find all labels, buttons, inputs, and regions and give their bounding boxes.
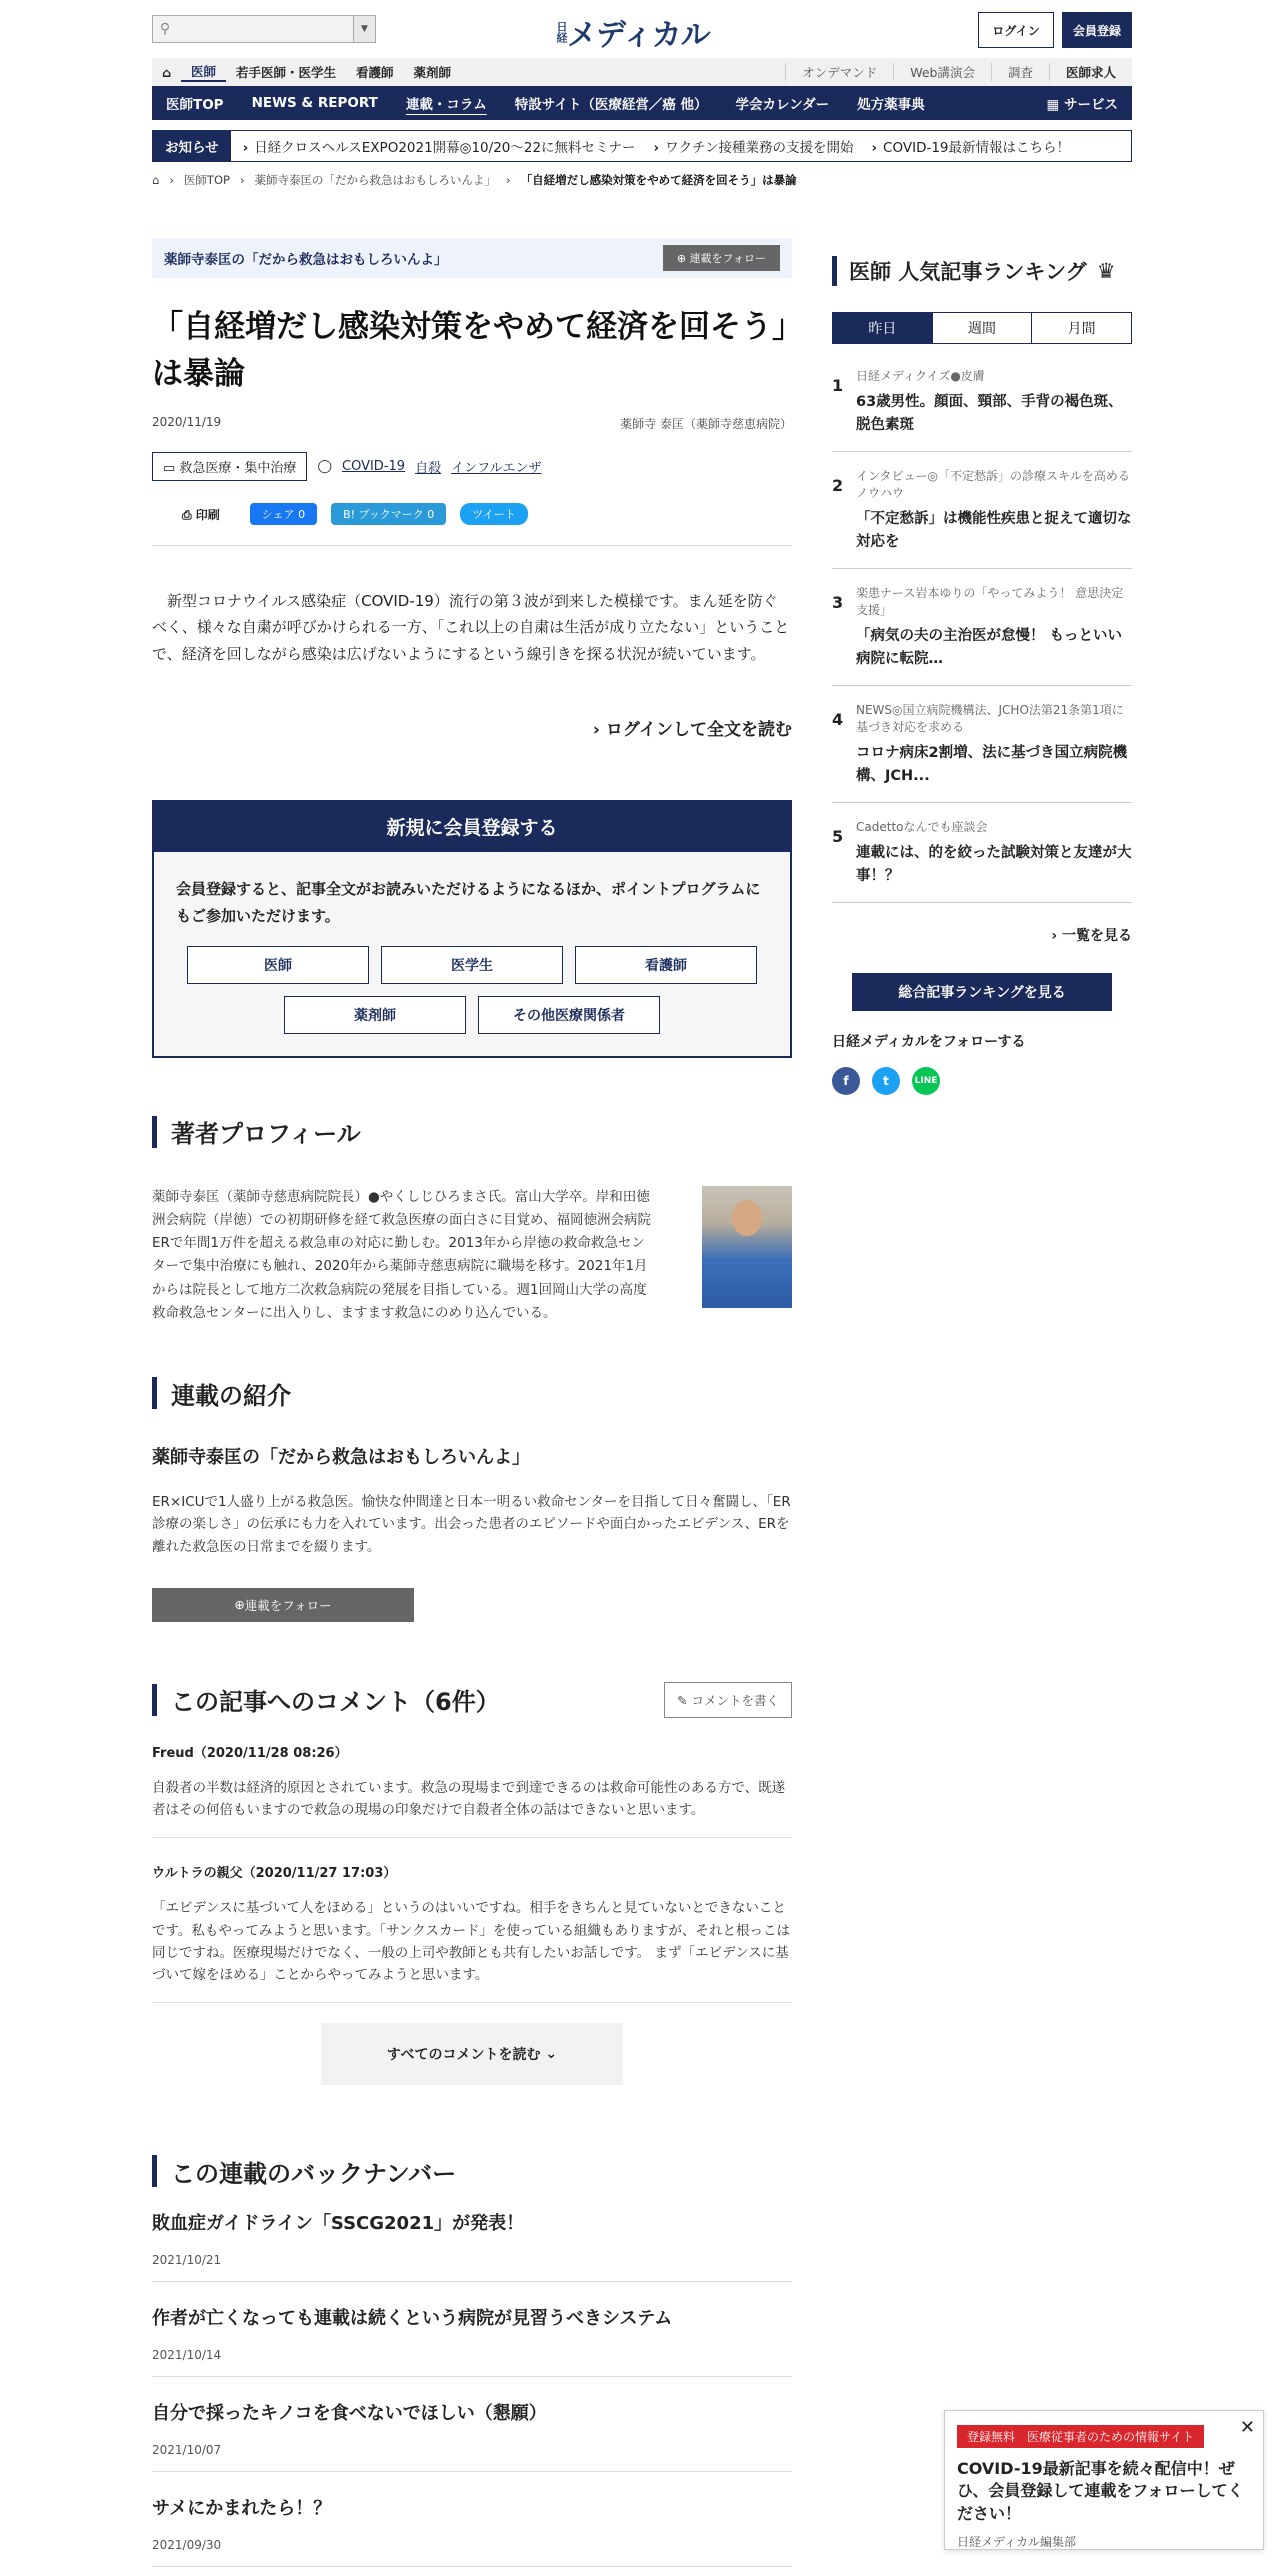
backnumber-title: 自分で採ったキノコを食べないでほしい（懇願）	[152, 2403, 547, 2425]
profile-heading: 著者プロフィール	[152, 1116, 792, 1148]
facebook-icon[interactable]: f	[832, 1067, 860, 1095]
backnumber-title: 敗血症ガイドライン「SSCG2021」が発表！	[152, 2213, 525, 2235]
search-box[interactable]	[152, 15, 376, 43]
tab-monthly[interactable]: 月間	[1031, 313, 1131, 343]
rank-category: 日経メディクイズ●皮膚	[856, 369, 985, 383]
logo-text: メディカル	[567, 18, 710, 53]
comment-item	[152, 1718, 792, 1839]
subnav-jobs[interactable]: 医師求人	[1049, 63, 1132, 81]
nav-drugs[interactable]: 処方薬事典	[857, 97, 925, 113]
ranking-item[interactable]	[832, 452, 1132, 569]
subnav-survey[interactable]: 調査	[991, 63, 1049, 81]
rank-number: 5	[832, 827, 844, 847]
ranking-more-label: 一覧を見る	[1062, 928, 1132, 945]
grid-icon: ▦	[1046, 97, 1064, 113]
nav-special[interactable]: 特設サイト（医療経営／癌 他）	[514, 97, 708, 113]
logo-small: 日経	[555, 21, 568, 43]
close-icon[interactable]: ✕	[1239, 2417, 1255, 2438]
tweet-button[interactable]: ツイート	[460, 503, 527, 525]
series-intro-text: ER×ICUで1人盛り上がる救急医。愉快な仲間達と日本一明るい救命センターを目指して日々奮闘し、「ER診療の楽しさ」の伝承にも力を入れています。出会った患者のエピソードや面白かったエビデンス、ERを離れた救急医の日常までを綴ります。	[152, 1494, 791, 1555]
tab-daily[interactable]: 昨日	[833, 313, 932, 343]
series-intro-section	[152, 1377, 792, 1622]
comment-author: Freud（2020/11/28 08:26）	[152, 1745, 348, 1761]
sidebar	[832, 238, 1132, 2567]
backnumber-item[interactable]	[152, 2377, 792, 2472]
overall-ranking-button[interactable]: 総合記事ランキングを見る	[852, 973, 1112, 1011]
follow-label: 連載をフォロー	[689, 252, 766, 265]
backnumber-section	[152, 2155, 792, 2567]
comment-text: 自殺者の半数は経済的原因とされています。救急の現場まで到達できるのは救命可能性のある方で、既遂者はその何倍もいますので救急の現場の印象だけで自殺者全体の話はできないと思います。	[152, 1779, 786, 1819]
rank-number: 1	[832, 376, 844, 395]
follow-popup	[944, 2410, 1264, 2550]
ranking-tabs	[832, 312, 1132, 344]
popup-badge: 登録無料 医療従事者のための情報サイト	[957, 2425, 1204, 2448]
ranking-more-link[interactable]: › 一覧を見る	[1051, 928, 1132, 945]
backnumber-item[interactable]	[152, 2472, 792, 2567]
twitter-icon[interactable]: t	[872, 1067, 900, 1095]
main-nav	[152, 86, 1132, 120]
backnumber-date: 2021/09/30	[152, 2538, 222, 2553]
ranking-title: 医師 人気記事ランキング	[849, 260, 1087, 284]
breadcrumb-current: 「自経増だし感染対策をやめて経済を回そう」は暴論	[520, 173, 797, 187]
subnav-ondemand[interactable]: オンデマンド	[785, 63, 893, 81]
plus-icon: ⊕	[234, 1597, 245, 1613]
tag-link[interactable]: COVID-19	[342, 459, 406, 474]
sns-links	[832, 1067, 1132, 1095]
article-meta	[152, 415, 792, 432]
nav-doctor-top[interactable]: 医師TOP	[166, 97, 224, 113]
edit-icon: ✎	[677, 1692, 692, 1708]
ranking-heading	[832, 256, 1132, 286]
subnav-item-doctor[interactable]: 医師	[181, 62, 226, 82]
backnumber-item[interactable]	[152, 2282, 792, 2377]
register-box-title: 新規に会員登録する	[154, 802, 790, 852]
tag-link[interactable]: 自殺	[415, 461, 442, 476]
popup-title[interactable]: COVID-19最新記事を続々配信中！ぜひ、会員登録して連載をフォローしてください！	[957, 2459, 1244, 2523]
home-icon[interactable]: ⌂	[162, 64, 171, 80]
series-intro-heading: 連載の紹介	[152, 1377, 792, 1409]
backnumber-date: 2021/10/14	[152, 2348, 222, 2363]
register-box	[152, 800, 792, 1058]
rank-category: インタビュー◎「不定愁訴」の診療スキルを高めるノウハウ	[856, 469, 1130, 500]
rank-title: 「病気の夫の主治医が怠慢！ もっといい病院に転院…	[856, 627, 1123, 667]
line-icon[interactable]: LINE	[912, 1067, 940, 1095]
rank-title: 連載には、的を絞った試験対策と友達が大事！？	[856, 844, 1132, 885]
notice-item[interactable]: › ワクチン接種業務の支援を開始	[642, 136, 860, 156]
profile-section	[152, 1116, 792, 1325]
subnav-item-nurse[interactable]: 看護師	[355, 65, 394, 80]
login-button[interactable]: ログイン	[978, 12, 1054, 48]
rank-number: 3	[832, 593, 844, 613]
follow-series-button[interactable]	[663, 245, 780, 271]
folder-icon: ▭	[163, 461, 180, 476]
ranking-item[interactable]	[832, 686, 1132, 803]
breadcrumb: ⌂ › 医師TOP › 薬師寺泰匡の「だから救急はおもしろいんよ」 › 「自経増だし感染対策をやめて経済を回そう」は暴論	[152, 173, 797, 187]
ranking-item[interactable]	[832, 352, 1132, 452]
category-tag[interactable]	[152, 452, 307, 481]
register-student-button[interactable]: 医学生	[381, 946, 563, 984]
register-button[interactable]: 会員登録	[1062, 12, 1132, 48]
tag-link[interactable]: インフルエンザ	[451, 461, 542, 476]
article-lead: 新型コロナウイルス感染症（COVID-19）流行の第３波が到来した模様です。まん延を防ぐべく、様々な自粛が呼びかけられる一方、「これ以上の自粛は生活が成り立たない」ということで、経済を回しながら感染は広げないようにするという線引きを探る状況が続いています。	[152, 592, 790, 663]
subnav-item-pharmacist[interactable]: 薬剤師	[413, 65, 452, 80]
author-photo	[702, 1186, 792, 1308]
share-bar	[152, 503, 792, 546]
rank-number: 4	[832, 710, 844, 730]
series-header	[152, 238, 792, 278]
top-bar	[152, 0, 1132, 58]
backnumber-heading: この連載のバックナンバー	[152, 2155, 792, 2187]
popup-byline: 日経メディカル編集部	[957, 2535, 1077, 2550]
readmore-label: ログインして全文を読む	[605, 719, 792, 740]
ranking-list	[832, 352, 1132, 903]
write-comment-label: コメントを書く	[691, 1692, 779, 1708]
register-nurse-button[interactable]: 看護師	[575, 946, 757, 984]
ranking-item[interactable]	[832, 569, 1132, 686]
notice-item[interactable]: › 日経クロスヘルスEXPO2021開幕◎10/20～22に無料セミナー	[231, 136, 642, 156]
plus-icon: ⊕	[676, 252, 690, 265]
breadcrumb-item[interactable]: 医師TOP	[183, 173, 230, 187]
tag-icon: ◯	[317, 459, 332, 474]
register-other-button[interactable]: その他医療関係者	[478, 996, 660, 1034]
rank-category: NEWS◎国立病院機構法、JCHO法第21条第1項に基づき対応を求める	[856, 703, 1124, 734]
hatena-bookmark-button[interactable]: B! ブックマーク 0	[331, 503, 446, 525]
print-button[interactable]	[182, 506, 220, 523]
series-intro-title: 薬師寺泰匡の「だから救急はおもしろいんよ」	[152, 1447, 530, 1469]
subnav-item-young[interactable]: 若手医師・医学生	[235, 65, 336, 80]
rank-number: 2	[832, 476, 844, 496]
nav-series[interactable]: 連載・コラム	[405, 97, 487, 113]
register-box-text: 会員登録すると、記事全文がお読みいただけるようになるほか、ポイントプログラムにもご参加いただけます。	[176, 879, 761, 925]
rank-category: Cadettoなんでも座談会	[856, 820, 988, 835]
rank-title: コロナ病床2割増、法に基づき国立病院機構、JCH...	[856, 744, 1128, 784]
register-doctor-button[interactable]: 医師	[187, 946, 369, 984]
subnav-web-lecture[interactable]: Web講演会	[893, 63, 991, 81]
rank-category: 楽患ナース岩本ゆりの「やってみよう！ 意思決定支援」	[856, 586, 1124, 617]
comment-text: 「エビデンスに基づいて人をほめる」というのはいいですね。相手をきちんと見ていないとできないことです。私もやってみようと思います。「サンクスカード」を使っている組織もありますが、それと根っこは同じですね。医療現場だけでなく、一般の上司や教師とも共有したいお話しです。 まず「エビデンスに基づいて嫁をほめる」ことからやってみようと思います。	[152, 1900, 791, 1984]
notice-item[interactable]: › COVID-19最新情報はこちら！	[859, 136, 1076, 156]
backnumber-date: 2021/10/21	[152, 2253, 222, 2268]
rank-title: 「不定愁訴」は機能性疾患と捉えて適切な対応を	[856, 510, 1132, 550]
all-comments-button[interactable]	[321, 2023, 623, 2085]
article-title: 「自経増だし感染対策をやめて経済を回そう」は暴論	[152, 309, 788, 392]
backnumber-title: 作者が亡くなっても連載は続くという病院が見習うべきシステム	[152, 2308, 673, 2330]
sub-nav	[152, 58, 1132, 86]
chevron-down-icon: ⌄	[540, 2046, 558, 2063]
nav-service-label: サービス	[1064, 97, 1118, 113]
article-date: 2020/11/19	[152, 415, 222, 429]
register-pharmacist-button[interactable]: 薬剤師	[284, 996, 466, 1034]
chevron-down-icon[interactable]: ▼	[353, 16, 375, 42]
tag-list	[152, 452, 792, 481]
crown-icon: ♛	[1096, 259, 1116, 283]
comment-author: ウルトラの親父（2020/11/27 17:03）	[152, 1866, 397, 1882]
nav-calendar[interactable]: 学会カレンダー	[735, 97, 830, 113]
register-buttons	[154, 930, 790, 1056]
search-icon: ⚲	[159, 21, 171, 37]
site-logo[interactable]	[556, 10, 710, 54]
printer-icon: ⎙	[182, 507, 196, 522]
nav-news[interactable]: NEWS & REPORT	[251, 95, 378, 111]
print-label: 印刷	[195, 507, 220, 522]
category-label: 救急医療・集中治療	[179, 461, 297, 476]
login-readmore-link[interactable]: › ログインして全文を読む	[592, 719, 792, 740]
ranking-item[interactable]	[832, 803, 1132, 903]
comments-section	[152, 1682, 792, 2086]
backnumber-item[interactable]	[152, 2187, 792, 2282]
notice-label: お知らせ	[153, 131, 231, 161]
tab-weekly[interactable]: 週間	[932, 313, 1032, 343]
follow-heading: 日経メディカルをフォローする	[832, 1034, 1026, 1051]
breadcrumb-item[interactable]: 薬師寺泰匡の「だから救急はおもしろいんよ」	[254, 173, 497, 187]
comment-item	[152, 1838, 792, 2003]
notice-bar	[152, 130, 1132, 162]
backnumber-title: サメにかまれたら！？	[152, 2498, 332, 2520]
write-comment-button[interactable]	[664, 1682, 792, 1718]
facebook-share-button[interactable]: シェア 0	[250, 503, 317, 525]
main-column	[152, 238, 792, 2567]
home-icon[interactable]: ⌂	[152, 173, 160, 187]
all-comments-label: すべてのコメントを読む	[386, 2047, 541, 2064]
backnumber-date: 2021/10/07	[152, 2443, 222, 2458]
profile-text: 薬師寺泰匡（薬師寺慈恵病院院長）●やくしじひろまさ氏。富山大学卒。岸和田徳洲会病院（岸徳）での初期研修を経て救急医療の面白さに目覚め、福岡徳洲会病院ERで年間1万件を超える救急車の対応に勤しむ。2013年から岸徳の救命救急センターで集中治療にも触れ、2020年から薬師寺慈恵病院に職場を移す。2021年1月からは院長として地方二次救急病院の発展を目指している。週1回岡山大学の高度救命救急センターに出入りし、ますます救急にのめり込んでいる。	[152, 1188, 651, 1321]
follow-series-button[interactable]	[152, 1588, 414, 1622]
comments-heading: この記事へのコメント（6件）	[152, 1684, 500, 1716]
article-author: 薬師寺 泰匡（薬師寺慈恵病院）	[620, 417, 792, 431]
rank-title: 63歳男性。顔面、頸部、手背の褐色斑、脱色素斑	[856, 393, 1123, 433]
follow-label: 連載をフォロー	[244, 1597, 332, 1613]
nav-service[interactable]	[1033, 93, 1132, 113]
series-name[interactable]: 薬師寺泰匡の「だから救急はおもしろいんよ」	[164, 252, 448, 268]
